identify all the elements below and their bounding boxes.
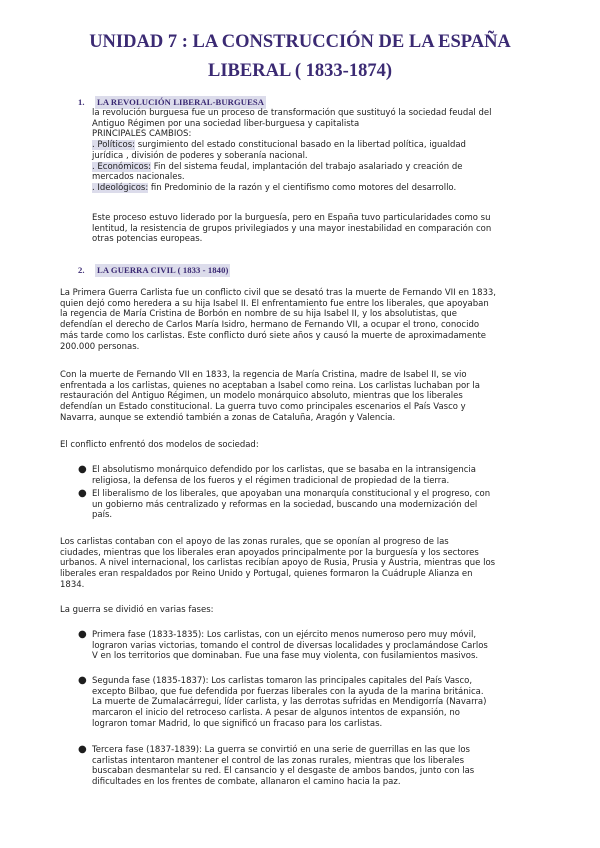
text-line: El absolutismo monárquico defendido por los carlistas, que se basaba en la intransigencia	[92, 465, 476, 475]
bullet-icon: ●	[78, 675, 87, 686]
text-line: Primera fase (1833-1835): Los carlistas, con un ejército menos numeroso pero muy móvil,	[92, 630, 477, 640]
text-line: lentitud, la resistencia de grupos privilegiados y una mayor inestabilidad en comparación con	[92, 223, 492, 234]
section-heading-label: LA REVOLUCIÓN LIBERAL-BURGUESA	[97, 97, 265, 107]
change-text: Fin del sistema feudal, implantación del trabajo asalariado y creación de	[151, 161, 463, 172]
bullet-icon: ●	[78, 629, 87, 640]
text-line: excepto Bilbao, que fue defendida por fuerzas liberales con la ayuda de la marina británica.	[92, 686, 484, 697]
paragraph	[60, 370, 480, 424]
text-line: la revolución burguesa fue un proceso de transformación que sustituyó la sociedad feudal del	[92, 108, 492, 118]
section-heading-label: LA GUERRA CIVIL ( 1833 - 1840)	[97, 265, 229, 275]
list-item	[92, 676, 486, 730]
changes-label: PRINCIPALES CAMBIOS:	[92, 129, 192, 140]
change-label: . Ideológicos:	[92, 182, 149, 193]
text-line: Con la muerte de Fernando VII en 1833, la regencia de María Cristina, madre de Isabel II, se vio	[60, 370, 467, 380]
list-item	[92, 745, 474, 788]
title-line: LIBERAL ( 1833-1874)	[208, 61, 392, 81]
bullet-icon: ●	[78, 488, 87, 499]
text-line: 1834.	[60, 579, 85, 590]
section-number: 1.	[78, 97, 85, 107]
paragraph	[60, 605, 213, 616]
section1-body	[92, 108, 491, 194]
text-line: quien dejó como heredera a su hija Isabel II. El enfrentamiento fue entre los liberales, que apoyaban	[60, 298, 489, 309]
text-line: El conflicto enfrentó dos modelos de sociedad:	[60, 440, 259, 450]
text-line: defendían un Estado constitucional. La guerra tuvo como principales escenarios el País Vasco y	[60, 402, 466, 413]
text-line: La Primera Guerra Carlista fue un conflicto civil que se desató tras la muerte de Fernando VII en 1833,	[60, 288, 496, 298]
text-line: ciudades, mientras que los liberales eran apoyados principalmente por la burguesía y los sectores	[60, 547, 479, 558]
list-item	[92, 630, 488, 662]
change-item	[92, 162, 491, 173]
change-text: jurídica , división de poderes y soberanía nacional.	[92, 150, 308, 161]
text-line: lograron varias victorias, tomando el control de diversas localidades y proclamándose Carlos	[92, 640, 488, 651]
text-line: otras potencias europeas.	[92, 234, 203, 245]
text-line: liberales eran respaldados por Reino Unido y Portugal, quienes formaron la Cuádruple Alianza en	[60, 569, 473, 580]
text-line: V en los territorios que dominaban. Fue una fase muy violenta, con fusilamientos masivos.	[92, 651, 479, 662]
text-line: restauración del Antiguo Régimen, un modelo monárquico absoluto, mientras que los liberales	[60, 391, 463, 402]
change-text: mercados nacionales.	[92, 172, 185, 183]
list-item	[92, 465, 476, 486]
text-line: La muerte de Zumalacárregui, líder carlista, y las derrotas sufridas en Mendigorría (Navarra)	[92, 697, 487, 708]
text-line: Los carlistas contaban con el apoyo de las zonas rurales, que se oponían al progreso de las	[60, 537, 449, 547]
section1-closing	[92, 213, 491, 245]
text-line: enfrentada a los carlistas, quienes no aceptaban a Isabel como reina. Los carlistas luchaban por la	[60, 380, 480, 391]
text-line: Antiguo Régimen por una sociedad liber-burguesa y capitalista	[92, 118, 360, 129]
section-heading	[78, 97, 266, 107]
text-line: país.	[92, 510, 113, 521]
paragraph	[60, 440, 259, 451]
bullet-icon: ●	[78, 744, 87, 755]
change-label: . Políticos:	[92, 140, 136, 151]
text-line: defendían el derecho de Carlos María Isidro, hermano de Fernando VII, a ocupar el trono, conocido	[60, 320, 480, 331]
title-line: UNIDAD 7 : LA CONSTRUCCIÓN DE LA ESPAÑA	[89, 32, 511, 52]
text-line: religiosa, la defensa de los fueros y el régimen tradicional de propiedad de la tierra.	[92, 475, 450, 486]
change-item	[92, 183, 491, 194]
text-line: Navarra, aunque se extendió también a zonas de Cataluña, Aragón y Valencia.	[60, 412, 396, 423]
text-line: Segunda fase (1835-1837): Los carlistas tomaron las principales capitales del País Vasco,	[92, 676, 473, 686]
text-line: un gobierno más centralizado y reformas en la sociedad, buscando una modernización del	[92, 499, 478, 510]
text-line: El liberalismo de los liberales, que apoyaban una monarquía constitucional y el progreso, con	[92, 489, 491, 499]
text-line: más tarde como los carlistas. Este conflicto duró siete años y causó la muerte de aproximadamente	[60, 330, 487, 341]
change-text: surgimiento del estado constitucional basado en la libertad política, igualdad	[135, 140, 466, 151]
text-line: marcaron el inicio del retroceso carlista. A pesar de algunos intentos de expansión, no	[92, 708, 460, 719]
text-line: dificultades en los frentes de combate, allanaron el camino hacia la paz.	[92, 777, 401, 788]
change-text: fin Predominio de la razón y el cientifismo como motores del desarrollo.	[148, 182, 457, 193]
section-heading	[78, 265, 230, 275]
paragraph	[60, 288, 496, 352]
bullet-icon: ●	[78, 464, 87, 475]
page-title	[60, 28, 540, 86]
text-line: Tercera fase (1837-1839): La guerra se convirtió en una serie de guerrillas en las que los	[92, 745, 470, 755]
text-line: carlistas intentaron mantener el control de las zonas rurales, mientras que los liberales	[92, 755, 465, 766]
text-line: buscaban desmantelar su red. El cansancio y el desgaste de ambos bandos, junto con las	[92, 766, 475, 777]
text-line: 200.000 personas.	[60, 341, 140, 352]
section-number: 2.	[78, 265, 85, 275]
text-line: urbanos. A nivel internacional, los carlistas recibían apoyo de Rusia, Prusia y Austria, mientras que los	[60, 558, 496, 569]
text-line: lograron tomar Madrid, lo que significó un fracaso para los carlistas.	[92, 718, 383, 729]
text-line: la regencia de María Cristina de Borbón en nombre de su hija Isabel II, y los absolutistas, que	[60, 309, 458, 320]
change-item	[92, 140, 491, 151]
list-item	[92, 489, 490, 521]
text-line: La guerra se dividió en varias fases:	[60, 605, 214, 615]
text-line: Este proceso estuvo liderado por la burguesía, pero en España tuvo particularidades como su	[92, 213, 491, 223]
paragraph	[60, 537, 495, 591]
change-label: . Económicos:	[92, 161, 152, 172]
